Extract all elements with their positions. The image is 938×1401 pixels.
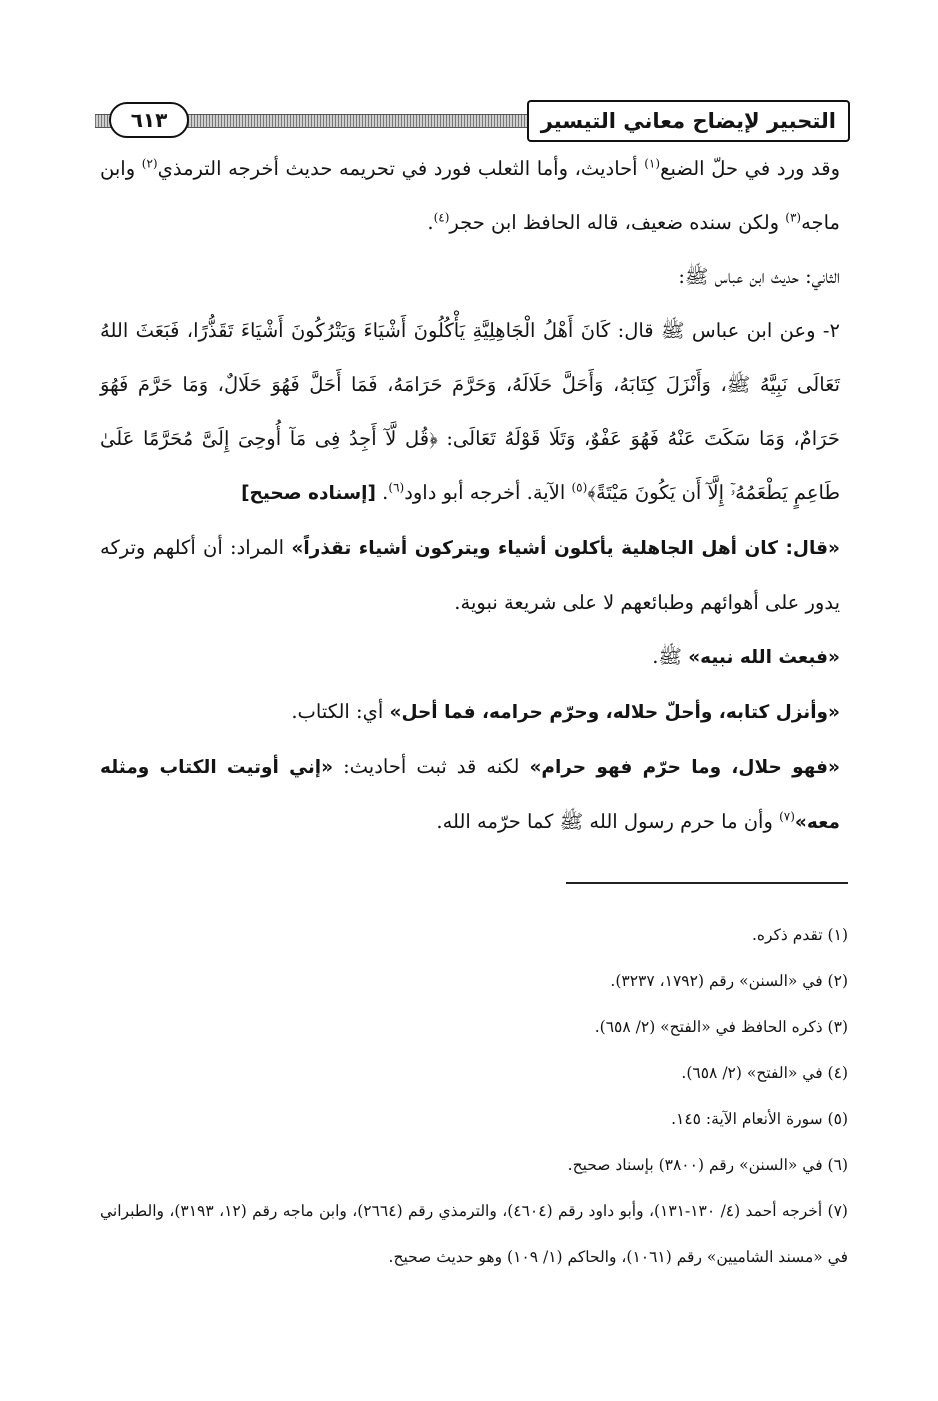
main-text xyxy=(100,142,840,850)
text-run: ﷺ. xyxy=(652,645,689,668)
section-heading-second-hadith: الثاني: حديث ابن عباس ﷺ: xyxy=(678,265,840,288)
footnotes xyxy=(100,912,848,1280)
footnote-7: (٧) أخرجه أحمد (٤/ ١٣٠-١٣١)، وأبو داود رقم (٤٦٠٤)، والترمذي رقم (٢٦٦٤)، وابن ماجه رقم (١٢، ٣١٩٣)، والطبراني في «مسند الشاميين» رقم (١٠٦١)، والحاكم (١/ ١٠٩) وهو حديث صحيح. xyxy=(100,1202,848,1266)
footnote-4: (٤) في «الفتح» (٢/ ٦٥٨). xyxy=(681,1064,848,1082)
text-run: الآية. أخرجه أبو داود xyxy=(404,481,572,504)
page-number-frame xyxy=(109,102,189,138)
text-run: وابن ماجه xyxy=(100,157,840,234)
commentary-paragraph-4 xyxy=(100,740,840,850)
text-run: أحاديث، وأما الثعلب فورد في تحريمه حديث أخرجه الترمذي xyxy=(157,157,645,180)
book-title: التحبير لإيضاح معاني التيسير xyxy=(540,109,836,133)
text-run: وأن ما حرم رسول الله ﷺ كما حرّمه الله. xyxy=(436,810,780,833)
commentary-paragraph-2 xyxy=(100,630,840,685)
text-run: لكنه قد ثبت أحاديث: xyxy=(333,755,530,778)
footnote-ref-1[interactable]: (١) xyxy=(644,156,661,171)
quoted-phrase: «قال: كان أهل الجاهلية يأكلون أشياء ويتركون أشياء تقذراً» xyxy=(291,538,840,559)
text-run: أي: الكتاب. xyxy=(291,700,390,723)
quoted-phrase: «فبعث الله نبيه» xyxy=(688,647,840,668)
text-run: ولكن سنده ضعيف، قاله الحافظ ابن حجر xyxy=(449,211,786,234)
footnote-1: (١) تقدم ذكره. xyxy=(751,926,848,944)
footnote-separator xyxy=(566,882,848,884)
page-header xyxy=(95,100,850,142)
hadith-matn: ٢- وعن ابن عباس ﷺ قال: كَانَ أَهْلُ الْجَاهِلِيَّةِ يَأْكُلُونَ أَشْيَاءَ وَيَتْرُكُونَ أَشْيَاءَ تَقَذُّرًا، فَبَعَثَ اللهُ تَعَالَى نَبِيَّهُ ﷺ، وَأَنْزَلَ كِتَابَهُ، وَأَحَلَّ حَلَالَهُ، وَحَرَّمَ حَرَامَهُ، فَمَا أَحَلَّ فَهُوَ حَلَالٌ، وَمَا حَرَّمَ فَهُوَ حَرَامٌ، وَمَا سَكَتَ عَنْهُ فَهُوَ عَفْوٌ، وَتَلَا قَوْلَهُ تَعَالَى: ﴿قُل لَّآ أَجِدُ فِى مَآ أُوحِىَ إِلَىَّ مُحَرَّمًا عَلَىٰ طَاعِمٍ يَطْعَمُهُۥٓ إِلَّآ أَن يَكُونَ مَيْتَةً﴾ xyxy=(100,319,840,504)
page-number: ٦١٣ xyxy=(130,108,168,132)
book-title-frame xyxy=(527,100,850,142)
footnote-3: (٣) ذكره الحافظ في «الفتح» (٢/ ٦٥٨). xyxy=(594,1018,848,1036)
footnote-ref-5[interactable]: (٥) xyxy=(571,480,588,495)
commentary-paragraph-3 xyxy=(100,685,840,740)
footnote-ref-6[interactable]: (٦) xyxy=(388,480,405,495)
text-run: . xyxy=(427,211,434,234)
quoted-phrase: «فهو حلال، وما حرّم فهو حرام» xyxy=(529,757,840,778)
text-run: . xyxy=(375,481,389,504)
footnote-ref-2[interactable]: (٢) xyxy=(141,156,158,171)
footnote-ref-3[interactable]: (٣) xyxy=(785,210,802,225)
quoted-phrase: «وأنزل كتابه، وأحلّ حلاله، وحرّم حرامه، فما أحل» xyxy=(389,702,840,723)
footnote-6: (٦) في «السنن» رقم (٣٨٠٠) بإسناد صحيح. xyxy=(567,1156,848,1174)
commentary-paragraph-1 xyxy=(100,521,840,630)
footnote-2: (٢) في «السنن» رقم (١٧٩٢، ٣٢٣٧). xyxy=(610,972,848,990)
hadith-text xyxy=(100,304,840,521)
footnote-ref-4[interactable]: (٤) xyxy=(433,210,450,225)
text-run: وقد ورد في حلّ الضبع xyxy=(660,157,840,180)
text-run: المراد: أن أكلهم وتركه يدور على أهوائهم وطبائعهم لا على شريعة نبوية. xyxy=(100,536,840,614)
hadith-grade: [إسناده صحيح] xyxy=(241,483,376,504)
footnote-ref-7[interactable]: (٧) xyxy=(779,809,795,824)
quoted-hadith: «إني أوتيت الكتاب ومثله معه» xyxy=(100,757,840,833)
paragraph-dab-and-fox xyxy=(100,142,840,250)
footnote-5: (٥) سورة الأنعام الآية: ١٤٥. xyxy=(671,1110,848,1128)
